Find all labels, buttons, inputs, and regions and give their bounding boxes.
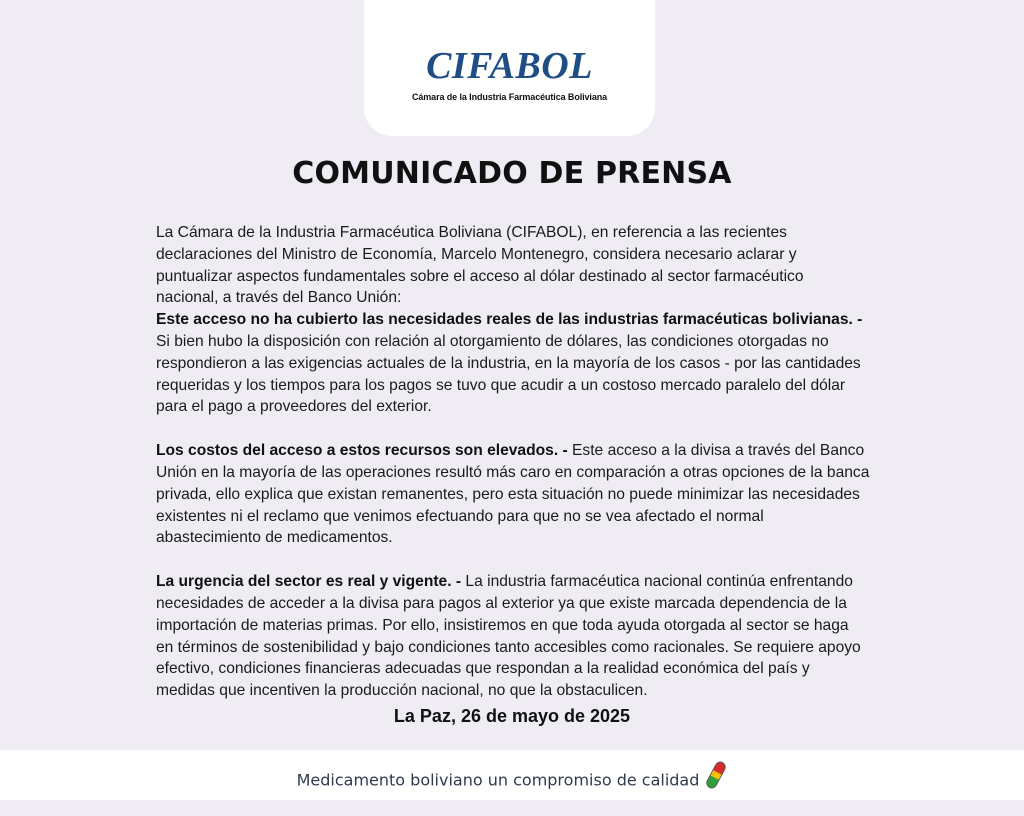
press-release-body [156, 222, 870, 702]
point-text: Si bien hubo la disposición con relación al otorgamiento de dólares, las condiciones otorgadas no respondieron a las exigencias actuales de la industria, en la mayoría de los casos - por las cantidades requeridas y los tiempos para los pagos se tuvo que acudir a un costoso mercado paralelo del dólar para el pago a proveedores del exterior. [156, 332, 861, 416]
capsule-icon [705, 760, 727, 796]
point-paragraph-2 [156, 440, 870, 549]
point-heading: Este acceso no ha cubierto las necesidades reales de las industrias farmacéuticas bolivianas. - [156, 311, 863, 329]
footer-slogan: Medicamento boliviano un compromiso de calidad [296, 770, 700, 790]
point-heading: Los costos del acceso a estos recursos son elevados. - [156, 442, 568, 460]
point-heading: La urgencia del sector es real y vigente. - [156, 573, 462, 591]
point-paragraph-3 [156, 571, 870, 702]
point-text: La industria farmacéutica nacional continúa enfrentando necesidades de acceder a la divisa para pagos al exterior ya que existe marcada dependencia de la importación de materias primas. Por ello, insistiremos en que toda ayuda otorgada al sector se haga en términos de sostenibilidad y bajo condiciones tanto accesibles como racionales. Se requiere apoyo efectivo, condiciones financieras adecuadas que respondan a la realidad económica del país y medidas que incentiven la producción nacional, no que la obstaculicen. [156, 573, 861, 700]
footer [0, 766, 1024, 796]
logo-card [364, 0, 655, 136]
page-title: COMUNICADO DE PRENSA [292, 156, 732, 191]
dateline: La Paz, 26 de mayo de 2025 [393, 706, 631, 726]
logo-name: CIFABOL [426, 45, 593, 87]
logo-subtitle: Cámara de la Industria Farmacéutica Boliviana [411, 92, 608, 102]
point-text: Este acceso a la divisa a través del Banco Unión en la mayoría de las operaciones resultó más caro en comparación a otras opciones de la banca privada, ello explica que existan remanentes, pero esta situación no puede minimizar las necesidades existentes ni el reclamo que venimos efectuando para que no se vea afectado el normal abastecimiento de medicamentos. [156, 442, 870, 547]
intro-paragraph: La Cámara de la Industria Farmacéutica Boliviana (CIFABOL), en referencia a las recientes declaraciones del Ministro de Economía, Marcelo Montenegro, considera necesario aclarar y puntualizar aspectos fundamentales sobre el acceso al dólar destinado al sector farmacéutico nacional, a través del Banco Unión: [156, 224, 804, 307]
point-paragraph-1 [156, 309, 870, 418]
